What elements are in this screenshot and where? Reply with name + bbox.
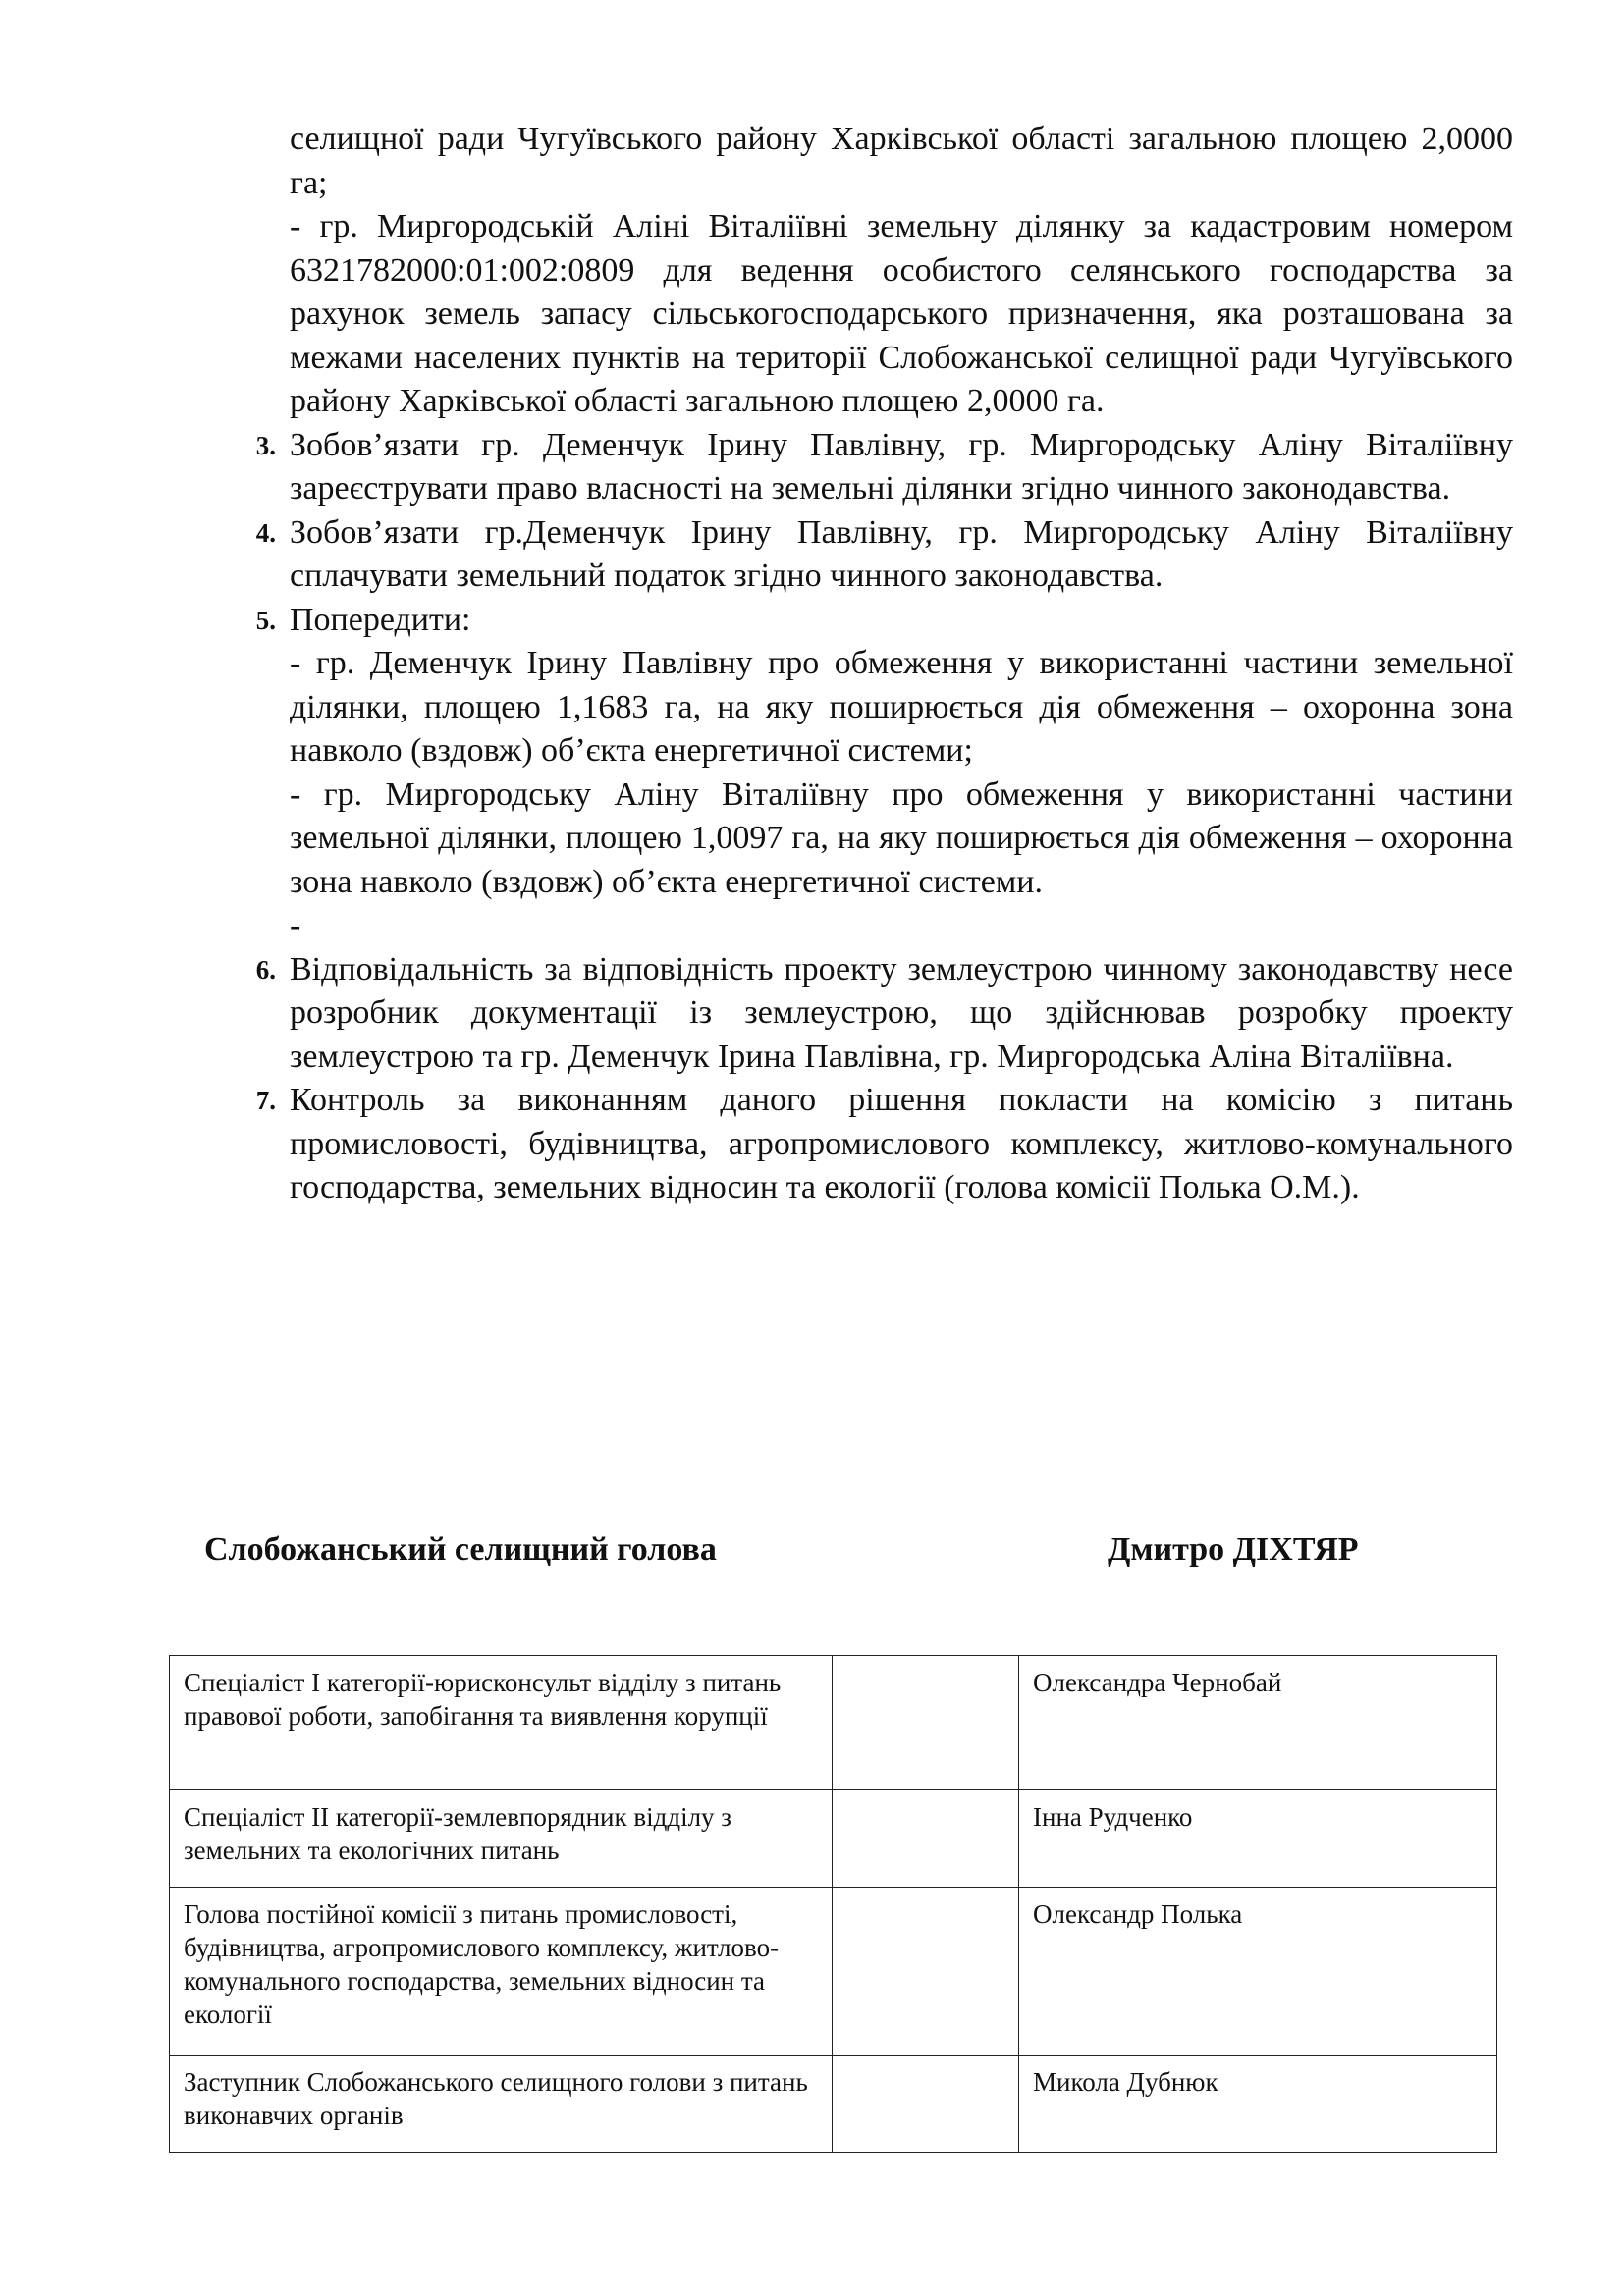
table-row xyxy=(170,1888,1497,2056)
decision-item-6 xyxy=(255,948,1513,1080)
approval-name: Микола Дубнюк xyxy=(1019,2056,1497,2153)
table-row xyxy=(170,1790,1497,1888)
decision-item-5 xyxy=(255,599,1513,948)
item-number: 3. xyxy=(255,430,276,460)
item-paragraph: - гр. Деменчук Ірину Павлівну про обмеження у використанні частини земельної ділянки, площею 1,1683 га, на яку поширюється дія обмеження – охоронна зона навколо (вздовж) об’єкта енергетичної системи; xyxy=(290,645,1513,769)
item-number: 5. xyxy=(255,605,276,635)
item-number: 6. xyxy=(255,954,276,985)
approval-name: Олександр Полька xyxy=(1019,1888,1497,2056)
item-paragraph: - xyxy=(290,907,301,943)
approval-signature xyxy=(833,1888,1019,2056)
approval-position: Голова постійної комісії з питань промисловості, будівництва, агропромислового комплексу, житлово-комунального господарства, земельних відносин та екології xyxy=(170,1888,833,2056)
item-paragraph: Зобов’язати гр. Деменчук Ірину Павлівну, гр. Миргородську Аліну Віталіївну зареєструвати право власності на земельні ділянки згідно чинного законодавства. xyxy=(290,426,1513,507)
item-paragraph: - гр. Миргородську Аліну Віталіївну про обмеження у використанні частини земельної ділянки, площею 1,0097 га, на яку поширюється дія обмеження – охоронна зона навколо (вздовж) об’єкта енергетичної системи. xyxy=(290,775,1513,900)
approval-name: Олександра Чернобай xyxy=(1019,1656,1497,1790)
approvals-table xyxy=(169,1655,1497,2153)
approval-signature xyxy=(833,2056,1019,2153)
approval-signature xyxy=(833,1656,1019,1790)
decision-items xyxy=(255,424,1513,1210)
continuation-paragraph: - гр. Миргородській Аліні Віталіївні земельну ділянку за кадастровим номером 6321782000:01:002:0809 для ведення особистого селянського господарства за рахунок земель запасу сільськогосподарського призначення, яка розташована за межами населених пунктів на території Слобожанської селищної ради Чугуївського району Харківської області загальною площею 2,0000 га. xyxy=(290,208,1513,419)
continuation-paragraph: селищної ради Чугуївського району Харківської області загальною площею 2,0000 га; xyxy=(290,121,1513,201)
signatory-title: Слобожанський селищний голова xyxy=(204,1531,717,1568)
item-paragraph: Контроль за виконанням даного рішення покласти на комісію з питань промисловості, будівництва, агропромислового комплексу, житлово-комунального господарства, земельних відносин та екології (голова комісії Полька О.М.). xyxy=(290,1082,1513,1205)
decision-item-4 xyxy=(255,511,1513,599)
approval-position: Спеціаліст ІІ категорії-землевпорядник відділу з земельних та екологічних питань xyxy=(170,1790,833,1888)
item-paragraph: Зобов’язати гр.Деменчук Ірину Павлівну, гр. Миргородську Аліну Віталіївну сплачувати земельний податок згідно чинного законодавства. xyxy=(290,513,1513,594)
table-row xyxy=(170,2056,1497,2153)
approval-position: Спеціаліст І категорії-юрисконсульт відділу з питань правової роботи, запобігання та виявлення корупції xyxy=(170,1656,833,1790)
approval-position: Заступник Слобожанського селищного голови з питань виконавчих органів xyxy=(170,2056,833,2153)
decision-item-7 xyxy=(255,1079,1513,1210)
item-number: 7. xyxy=(255,1086,276,1115)
item-paragraph: Відповідальність за відповідність проекту землеустрою чинному законодавству несе розробник документації із землеустрою, що здійснював розробку проекту землеустрою та гр. Деменчук Ірина Павлівна, гр. Миргородська Аліна Віталіївна. xyxy=(290,950,1513,1075)
approval-signature xyxy=(833,1790,1019,1888)
table-row xyxy=(170,1656,1497,1790)
signature-block xyxy=(0,1531,1624,1580)
signatory-name: Дмитро ДІХТЯР xyxy=(1108,1531,1359,1568)
item-paragraph: Попередити: xyxy=(290,601,471,638)
decision-body xyxy=(255,118,1513,1210)
approval-name: Інна Рудченко xyxy=(1019,1790,1497,1888)
continuation-block xyxy=(290,118,1513,424)
decision-item-3 xyxy=(255,424,1513,511)
item-number: 4. xyxy=(255,517,276,548)
